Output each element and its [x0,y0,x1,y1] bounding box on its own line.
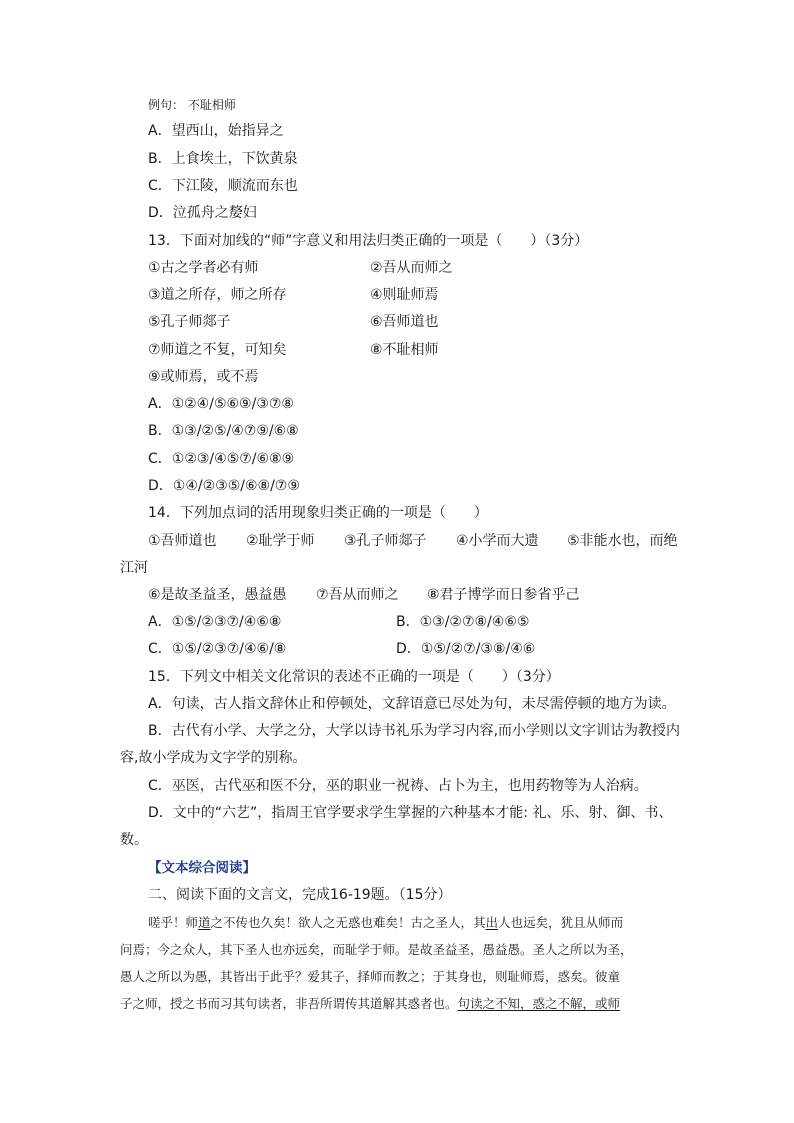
q12-option-b: B．上食埃土，下饮黄泉 [148,151,298,167]
q13-item: ⑤孔子师郯子 [148,314,231,330]
q14-item-wrap: 江河 [120,560,148,576]
q12-option-a: A．望西山，始指异之 [148,123,284,139]
passage-underlined: 句读之不知，惑之不解，或师 [457,996,621,1011]
q15-option-a: A．句读，古人指文辞休止和停顿处，文辞语意已尽处为句，未尽需停顿的地方为读。 [148,696,676,712]
q15-option-c: C．巫医，古代巫和医不分，巫的职业一祝祷、占卜为主，也用药物等为人治病。 [148,778,648,794]
q14-option-c: C．①⑤/②③⑦/④⑥/⑧ [148,641,287,657]
q13-option-c: C．①②③/④⑤⑦/⑥⑧⑨ [148,451,295,467]
q13-item: ②吾从而师之 [370,260,453,276]
section-heading: 【文本综合阅读】 [148,860,256,876]
example-sentence [148,95,236,115]
q13-item: ⑨或师焉，或不焉 [148,369,259,385]
q15-option-b: B．古代有小学、大学之分，大学以诗书礼乐为学习内容,而小学则以文字训诂为教授内 [148,723,681,739]
q13-item: ①古之学者必有师 [148,260,259,276]
q14-stem: 14．下列加点词的活用现象归类正确的一项是（ ） [148,505,488,521]
q13-item: ⑥吾师道也 [370,314,439,330]
passage-line: 愚人之所以为愚，其皆出于此乎？爱其子，择师而教之；于其身也，则耻师焉，惑矣。彼童 [120,969,621,984]
example-label: 例句： [148,98,185,112]
q13-option-d: D．①④/②③⑤/⑥⑧/⑦⑨ [148,478,300,494]
passage-underlined: 道 [198,915,211,930]
passage-line: 问焉；今之众人，其下圣人也亦远矣，而耻学于师。是故圣益圣，愚益愚。圣人之所以为圣， [120,942,633,957]
q14-option-d: D．①⑤/②⑦/③⑧/④⑥ [396,641,536,657]
q15-option-b-cont: 容,故小学成为文字学的别称。 [120,750,307,766]
q12-option-d: D．泣孤舟之嫠妇 [148,205,257,221]
q14-item: ③孔子师郯子 [344,533,427,549]
q15-stem: 15．下列文中相关文化常识的表述不正确的一项是（ ）（3分） [148,669,560,685]
q14-item: ②耻学于师 [246,533,315,549]
q14-option-b: B．①③/②⑦⑧/④⑥⑤ [396,614,530,630]
q13-item: ④则耻师焉 [370,287,439,303]
q13-item: ⑦师道之不复，可知矣 [148,342,287,358]
passage-text: 嗟乎！师 [148,915,199,930]
q14-item: ⑧君子博学而日参省乎己 [427,587,580,603]
example-text: 不耻相师 [187,98,236,112]
q13-item: ⑧不耻相师 [370,342,439,358]
q14-item: ⑤非能水也，而绝 [567,533,678,549]
passage-text: 之不传也久矣！欲人之无惑也难矣！古之圣人，其 [210,915,486,930]
passage-underlined: 出 [485,915,499,930]
q14-item: ⑥是故圣益圣，愚益愚 [148,587,287,603]
q13-option-a: A．①②④/⑤⑥⑨/③⑦⑧ [148,396,294,412]
section-instruction: 二、阅读下面的文言文，完成16-19题。（15分） [148,887,452,903]
passage-text: 子之师，授之书而习其句读者，非吾所谓传其道解其惑者也。 [120,996,458,1011]
passage-text: 人也远矣，犹且从师而 [498,915,624,930]
q14-option-a: A．①⑤/②③⑦/④⑥⑧ [148,614,282,630]
q14-item: ①吾师道也 [148,533,217,549]
passage-line [148,913,623,933]
q13-stem: 13．下面对加线的“师”字意义和用法归类正确的一项是（ ）（3分） [148,233,589,249]
q14-item: ④小学而大遗 [456,533,539,549]
q15-option-d: D．文中的“六艺”，指周王官学要求学生掌握的六种基本才能: 礼、乐、射、御、书、 [148,805,673,821]
passage-line [120,994,620,1014]
q13-option-b: B．①③/②⑤/④⑦⑨/⑥⑧ [148,423,299,439]
q12-option-c: C．下江陵，顺流而东也 [148,178,298,194]
q14-item: ⑦吾从而师之 [316,587,399,603]
q13-item: ③道之所存，师之所存 [148,287,287,303]
q15-option-d-cont: 数。 [120,832,148,848]
